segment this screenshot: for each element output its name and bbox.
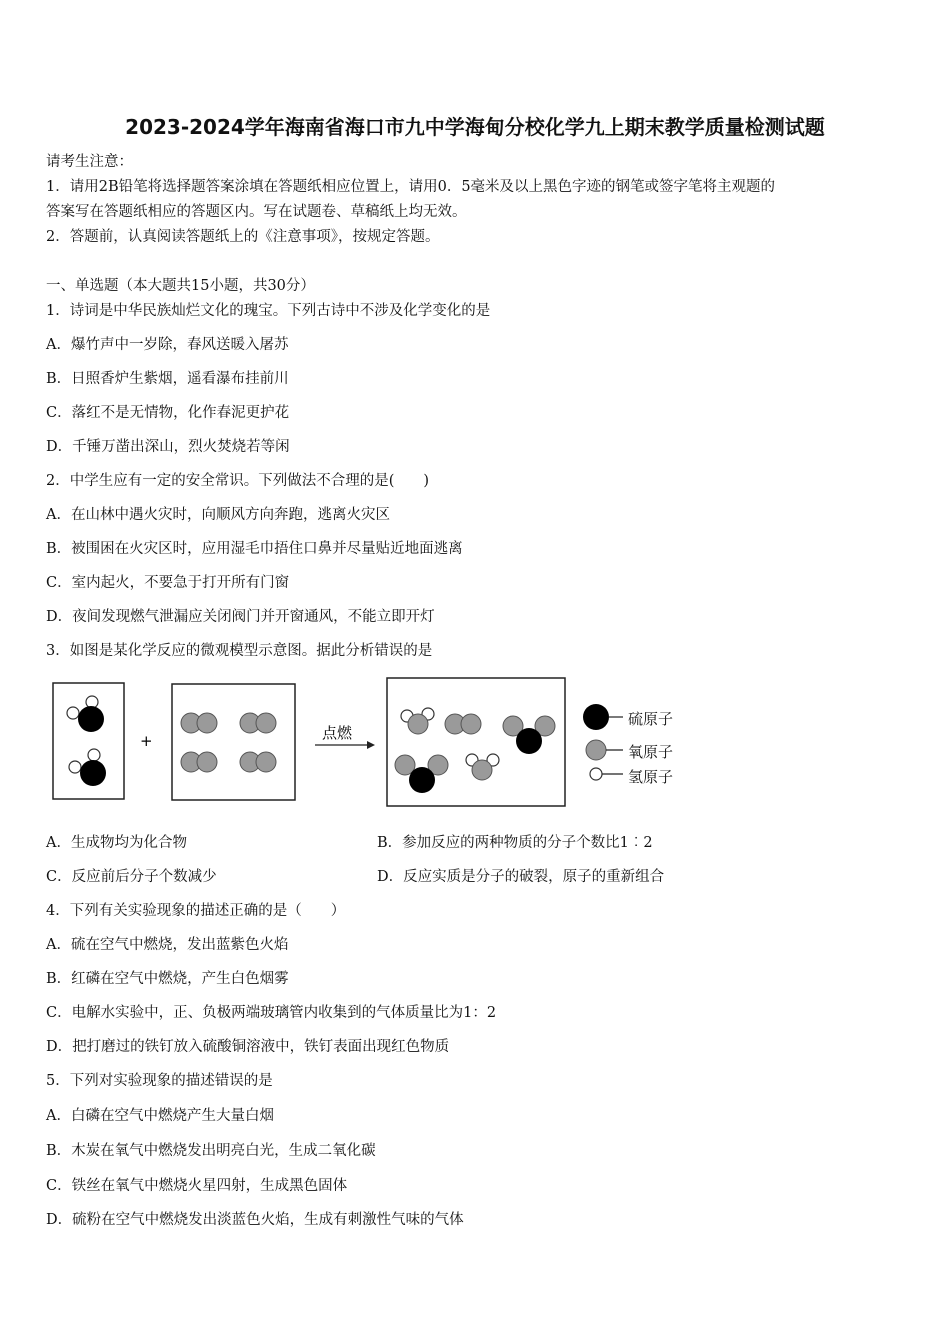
- q3-option-a: A．生成物均为化合物: [46, 835, 187, 851]
- q4-option-a: A．硫在空气中燃烧，发出蓝紫色火焰: [46, 937, 289, 953]
- q2-option-c: C．室内起火，不要急于打开所有门窗: [46, 575, 290, 591]
- oxygen-atom: [408, 714, 428, 734]
- q5-option-a: A．白磷在空气中燃烧产生大量白烟: [46, 1108, 274, 1124]
- q3-stem: 3．如图是某化学反应的微观模型示意图。据此分析错误的是: [46, 643, 433, 659]
- reactant-box-1: [53, 683, 124, 799]
- q4-option-d: D．把打磨过的铁钉放入硫酸铜溶液中，铁钉表面出现红色物质: [46, 1039, 450, 1055]
- legend-sulfur-icon: [583, 704, 609, 730]
- legend-oxygen-label: 氧原子: [628, 743, 674, 761]
- oxygen-atom: [395, 755, 415, 775]
- hydrogen-atom: [466, 754, 478, 766]
- oxygen-atom: [240, 713, 260, 733]
- oxygen-atom: [256, 752, 276, 772]
- legend-oxygen-icon: [586, 740, 606, 760]
- oxygen-atom: [535, 716, 555, 736]
- oxygen-atom: [428, 755, 448, 775]
- oxygen-atom: [461, 714, 481, 734]
- hydrogen-atom: [67, 707, 79, 719]
- q5-option-c: C．铁丝在氧气中燃烧火星四射，生成黑色固体: [46, 1178, 348, 1194]
- legend-hydrogen-label: 氢原子: [628, 768, 674, 786]
- q5-option-d: D．硫粉在空气中燃烧发出淡蓝色火焰，生成有刺激性气味的气体: [46, 1212, 464, 1228]
- hydrogen-atom: [487, 754, 499, 766]
- q3-option-c: C．反应前后分子个数减少: [46, 869, 217, 885]
- q1-option-c: C．落红不是无情物，化作春泥更护花: [46, 405, 290, 421]
- oxygen-atom: [256, 713, 276, 733]
- hydrogen-atom: [88, 749, 100, 761]
- q1-option-d: D．千锤万凿出深山，烈火焚烧若等闲: [46, 439, 290, 455]
- sulfur-atom: [409, 767, 435, 793]
- notice-heading: 请考生注意：: [46, 154, 133, 170]
- q4-stem: 4．下列有关实验现象的描述正确的是（ ）: [46, 903, 346, 919]
- oxygen-atom: [472, 760, 492, 780]
- page-title: 2023-2024学年海南省海口市九中学海甸分校化学九上期末教学质量检测试题: [125, 115, 825, 139]
- hydrogen-atom: [69, 761, 81, 773]
- hydrogen-atom: [422, 708, 434, 720]
- hydrogen-atom: [86, 696, 98, 708]
- section-heading: 一、单选题（本大题共15小题，共30分）: [46, 278, 315, 294]
- q5-option-b: B．木炭在氧气中燃烧发出明亮白光，生成二氧化碳: [46, 1143, 376, 1159]
- sulfur-atom: [516, 728, 542, 754]
- legend-hydrogen-icon: [590, 768, 602, 780]
- arrow-label: 点燃: [322, 724, 353, 742]
- reactant-box-2: [172, 684, 295, 800]
- q4-option-c: C．电解水实验中，正、负极两端玻璃管内收集到的气体质量比为1：2: [46, 1005, 497, 1021]
- plus-sign: +: [140, 732, 153, 750]
- oxygen-atom: [240, 752, 260, 772]
- oxygen-atom: [181, 752, 201, 772]
- q2-stem: 2．中学生应有一定的安全常识。下列做法不合理的是( ): [46, 473, 430, 489]
- q2-option-b: B．被围困在火灾区时，应用湿毛巾捂住口鼻并尽量贴近地面逃离: [46, 541, 463, 557]
- notice-item-1-line-2: 答案写在答题纸相应的答题区内。写在试题卷、草稿纸上均无效。: [46, 204, 467, 220]
- q4-option-b: B．红磷在空气中燃烧，产生白色烟雾: [46, 971, 289, 987]
- h2s-molecule: [69, 749, 106, 786]
- notice-item-2: 2．答题前，认真阅读答题纸上的《注意事项》，按规定答题。: [46, 229, 440, 245]
- oxygen-atom: [197, 713, 217, 733]
- arrow-head: [367, 741, 375, 749]
- h2s-molecule: [67, 696, 104, 732]
- product-box: [387, 678, 565, 806]
- q2-option-d: D．夜间发现燃气泄漏应关闭阀门并开窗通风，不能立即开灯: [46, 609, 435, 625]
- oxygen-atom: [197, 752, 217, 772]
- q1-option-b: B．日照香炉生紫烟，遥看瀑布挂前川: [46, 371, 289, 387]
- oxygen-atom: [181, 713, 201, 733]
- sulfur-atom: [78, 706, 104, 732]
- legend-sulfur-label: 硫原子: [628, 710, 674, 728]
- q3-option-b: B．参加反应的两种物质的分子个数比1︰2: [377, 835, 653, 851]
- q5-stem: 5．下列对实验现象的描述错误的是: [46, 1073, 273, 1089]
- notice-item-1-line-1: 1．请用2B铅笔将选择题答案涂填在答题纸相应位置上，请用0．5毫米及以上黑色字迹的钢笔或签字笔将主观题的: [46, 179, 776, 195]
- q1-option-a: A．爆竹声中一岁除，春风送暖入屠苏: [46, 337, 289, 353]
- q2-option-a: A．在山林中遇火灾时，向顺风方向奔跑，逃离火灾区: [46, 507, 390, 523]
- q3-option-d: D．反应实质是分子的破裂，原子的重新组合: [377, 869, 665, 885]
- oxygen-atom: [503, 716, 523, 736]
- sulfur-atom: [80, 760, 106, 786]
- hydrogen-atom: [401, 710, 413, 722]
- q1-stem: 1．诗词是中华民族灿烂文化的瑰宝。下列古诗中不涉及化学变化的是: [46, 303, 491, 319]
- oxygen-atom: [445, 714, 465, 734]
